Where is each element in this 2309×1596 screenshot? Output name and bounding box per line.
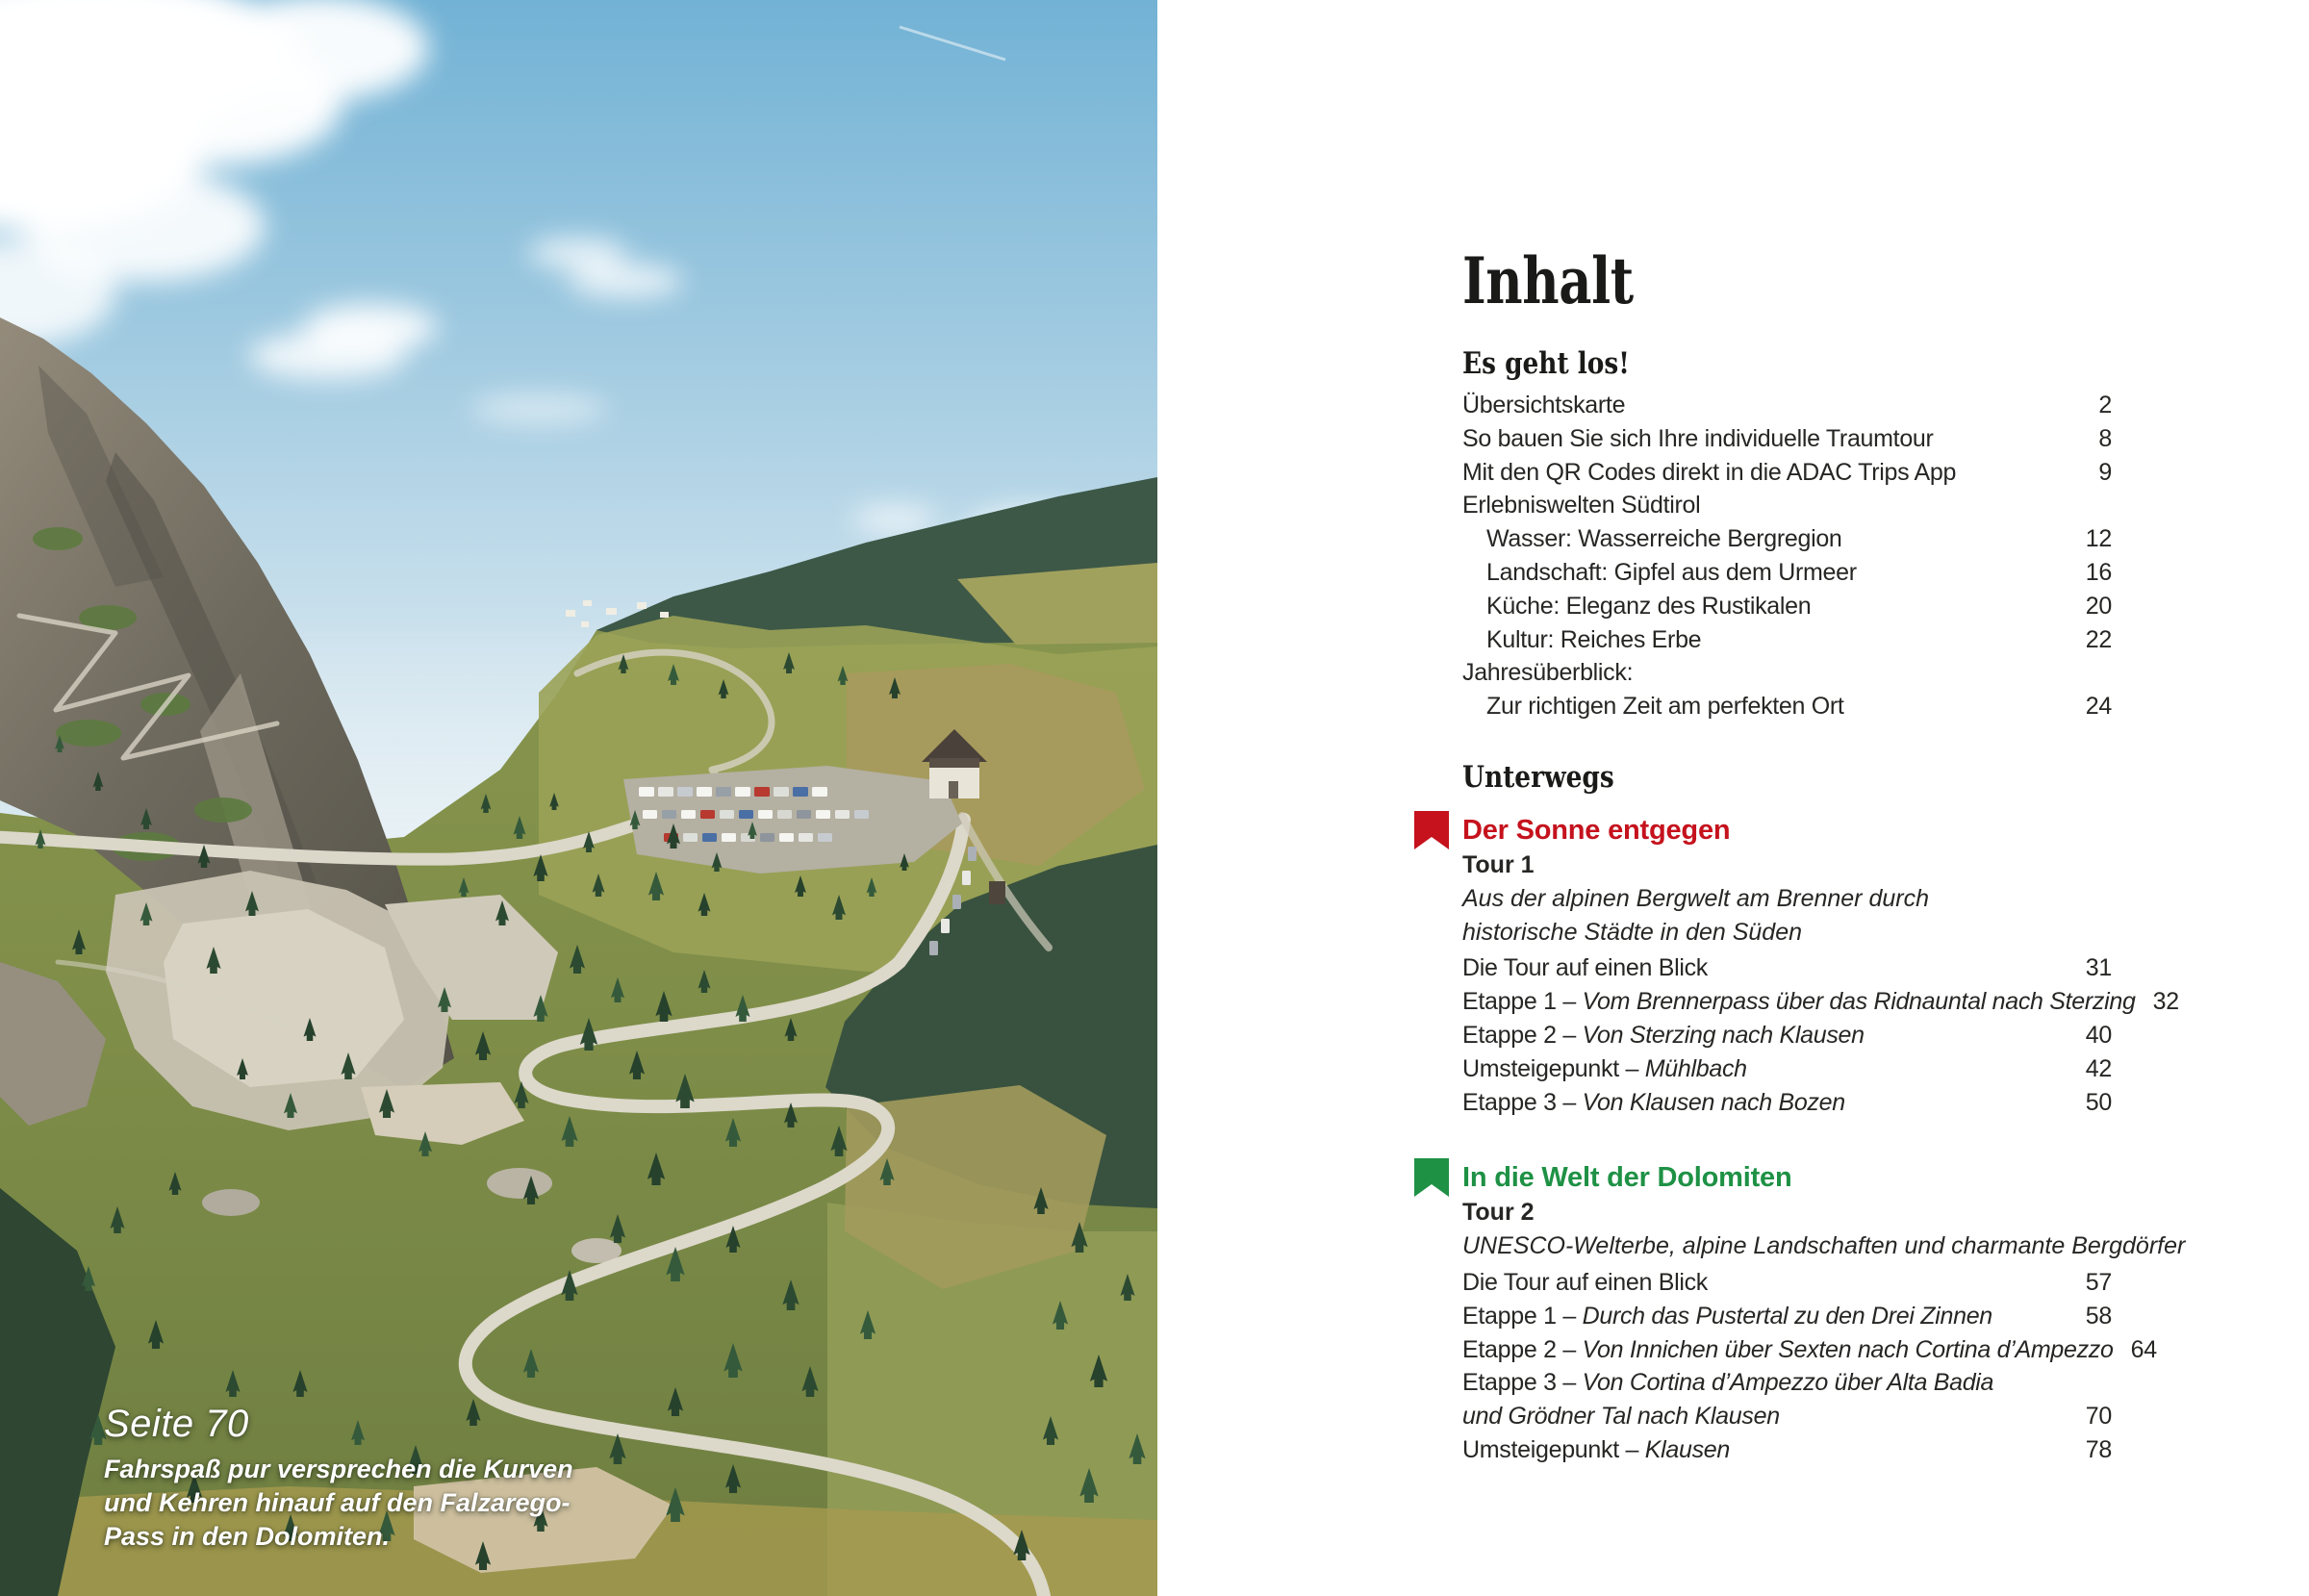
- toc-entry[interactable]: [1462, 1052, 2112, 1086]
- entry-label: Etappe 2 – Von Innichen über Sexten nach Cortina d’Ampezzo: [1462, 1335, 2114, 1363]
- toc-entry[interactable]: [1462, 422, 2112, 456]
- car: [854, 810, 869, 819]
- toc-entry[interactable]: [1462, 1333, 2157, 1367]
- car: [735, 787, 750, 797]
- entry-page-number: 22: [2085, 625, 2112, 653]
- tour-sections: [1462, 812, 2186, 1467]
- car: [643, 810, 657, 819]
- entry-subtitle: Von Klausen nach Bozen: [1582, 1088, 1845, 1116]
- toc-page: [1157, 0, 2309, 1596]
- entry-label: Etappe 3 – Von Klausen nach Bozen: [1462, 1088, 1845, 1116]
- car: [818, 833, 832, 842]
- entry-page-number: 50: [2085, 1088, 2112, 1116]
- car: [720, 810, 734, 819]
- entry-label: Erlebniswelten Südtirol: [1462, 492, 1701, 519]
- section-heading-unterwegs: Unterwegs: [1462, 759, 1614, 795]
- tour-heading: [1462, 812, 2112, 849]
- car: [722, 833, 736, 842]
- cable-hut: [989, 881, 1005, 904]
- entry-label: Wasser: Wasserreiche Bergregion: [1486, 525, 1842, 553]
- bookmark-icon: [1414, 811, 1449, 849]
- tour-section: [1462, 812, 2179, 1119]
- caption-line: Fahrspaß pur versprechen die Kurven: [104, 1455, 573, 1483]
- entry-label: Etappe 3 – Von Cortina d’Ampezzo über Alta Badia: [1462, 1369, 1994, 1397]
- toc-entry[interactable]: [1462, 1019, 2112, 1052]
- entry-page-number: 78: [2085, 1435, 2112, 1463]
- entry-subtitle: Mühlbach: [1644, 1054, 1747, 1082]
- toc-entry[interactable]: [1462, 556, 2112, 590]
- car: [681, 810, 696, 819]
- entry-subtitle: und Grödner Tal nach Klausen: [1462, 1403, 1780, 1431]
- caption-line: und Kehren hinauf auf den Falzarego-: [104, 1488, 571, 1517]
- toc-entry[interactable]: [1462, 1433, 2112, 1467]
- entry-page-number: 24: [2085, 693, 2112, 721]
- entry-label: Umsteigepunkt – Klausen: [1462, 1435, 1730, 1463]
- entry-page-number: 64: [2130, 1335, 2157, 1363]
- car: [799, 833, 813, 842]
- entry-label: Mit den QR Codes direkt in die ADAC Trips App: [1462, 458, 1957, 486]
- entry-label: Die Tour auf einen Blick: [1462, 1268, 1708, 1296]
- toc-entry[interactable]: [1462, 1266, 2112, 1300]
- car: [952, 895, 961, 909]
- entry-page-number: 31: [2085, 954, 2112, 982]
- car: [812, 787, 827, 797]
- entry-subtitle: Von Cortina d’Ampezzo über Alta Badia: [1582, 1369, 1994, 1397]
- entry-label: Kultur: Reiches Erbe: [1486, 625, 1702, 653]
- car: [962, 871, 971, 885]
- entry-label: Etappe 1 – Vom Brennerpass über das Ridnauntal nach Sterzing: [1462, 988, 2136, 1016]
- toc-entry[interactable]: [1462, 489, 2112, 522]
- tour-number: Tour 2: [1462, 1199, 1535, 1227]
- toc-entry[interactable]: [1462, 1086, 2112, 1120]
- car: [941, 919, 950, 933]
- tour-number: Tour 1: [1462, 850, 1535, 878]
- car: [968, 847, 977, 861]
- entry-label: So bauen Sie sich Ihre individuelle Traumtour: [1462, 424, 1934, 452]
- entry-page-number: 8: [2098, 424, 2112, 452]
- entry-page-number: 32: [2152, 988, 2179, 1016]
- entry-label: Etappe 2 – Von Sterzing nach Klausen: [1462, 1021, 1865, 1049]
- tour-subtitle-line: historische Städte in den Süden: [1462, 918, 1803, 946]
- entry-label: Etappe 1 – Durch das Pustertal zu den Drei Zinnen: [1462, 1302, 1992, 1330]
- car: [754, 787, 770, 797]
- car: [662, 810, 676, 819]
- car: [793, 787, 808, 797]
- entry-subtitle: Von Innichen über Sexten nach Cortina d’Ampezzo: [1582, 1335, 2114, 1363]
- toc-entry[interactable]: [1462, 456, 2112, 490]
- tour-title[interactable]: Der Sonne entgegen: [1462, 814, 1731, 846]
- car: [760, 833, 774, 842]
- car: [639, 787, 654, 797]
- car: [697, 787, 712, 797]
- entry-page-number: 12: [2085, 525, 2112, 553]
- entry-page-number: 16: [2085, 558, 2112, 586]
- entry-page-number: 20: [2085, 592, 2112, 620]
- photo-caption-lines: [104, 1453, 573, 1554]
- toc-entry[interactable]: [1462, 1300, 2112, 1333]
- entry-page-number: 2: [2098, 392, 2112, 418]
- toc-entry[interactable]: [1462, 985, 2179, 1019]
- toc-entry[interactable]: [1462, 590, 2112, 623]
- toc-entry[interactable]: [1462, 1366, 2112, 1400]
- entry-subtitle: Vom Brennerpass über das Ridnauntal nach Sterzing: [1582, 988, 2136, 1016]
- car: [739, 810, 753, 819]
- photo-caption: [104, 1403, 573, 1554]
- car: [658, 787, 673, 797]
- car: [835, 810, 850, 819]
- car: [677, 787, 693, 797]
- car: [716, 787, 731, 797]
- section-heading-intro: Es geht los!: [1462, 346, 1630, 381]
- toc-entry[interactable]: [1462, 1400, 2112, 1433]
- tour-subtitle-line: UNESCO-Welterbe, alpine Landschaften und charmante Bergdörfer: [1462, 1232, 2186, 1260]
- tour-entries: [1462, 1266, 2157, 1467]
- car: [929, 941, 938, 955]
- car: [700, 810, 715, 819]
- page-title: Inhalt: [1462, 243, 1634, 318]
- tour-subtitle-line: Aus der alpinen Bergwelt am Brenner durch: [1462, 884, 1929, 912]
- toc-entry[interactable]: [1462, 389, 2112, 422]
- entry-page-number: 57: [2085, 1268, 2112, 1296]
- car: [758, 810, 773, 819]
- toc-entry[interactable]: [1462, 656, 2112, 690]
- tour-title[interactable]: In die Welt der Dolomiten: [1462, 1162, 1792, 1194]
- caption-page-ref: Seite 70: [104, 1403, 249, 1445]
- bookmark-icon: [1414, 1158, 1449, 1197]
- entry-label: Zur richtigen Zeit am perfekten Ort: [1486, 693, 1844, 721]
- entry-page-number: 70: [2085, 1403, 2112, 1431]
- toc-entry[interactable]: [1462, 522, 2112, 556]
- entry-subtitle: Durch das Pustertal zu den Drei Zinnen: [1582, 1302, 1992, 1330]
- entry-page-number: 40: [2085, 1021, 2112, 1049]
- intro-entries: [1462, 389, 2112, 723]
- car: [774, 787, 789, 797]
- tour-section: [1462, 1159, 2186, 1466]
- entry-label: Jahresüberblick:: [1462, 659, 1634, 687]
- car: [816, 810, 830, 819]
- toc-entry[interactable]: [1462, 623, 2112, 657]
- car: [777, 810, 792, 819]
- tour-heading: [1462, 1159, 2112, 1196]
- car: [779, 833, 794, 842]
- entry-label: Küche: Eleganz des Rustikalen: [1486, 592, 1812, 620]
- parking-lot: [623, 766, 962, 874]
- entry-page-number: 58: [2085, 1302, 2112, 1330]
- caption-line: Pass in den Dolomiten.: [104, 1522, 391, 1551]
- entry-label: Übersichtskarte: [1462, 392, 1626, 418]
- entry-label: Die Tour auf einen Blick: [1462, 954, 1708, 982]
- entry-page-number: 9: [2098, 458, 2112, 486]
- entry-label: Landschaft: Gipfel aus dem Urmeer: [1486, 558, 1857, 586]
- car: [683, 833, 698, 842]
- entry-subtitle: Klausen: [1644, 1435, 1730, 1463]
- entry-subtitle: Von Sterzing nach Klausen: [1582, 1021, 1865, 1049]
- entry-page-number: 42: [2085, 1054, 2112, 1082]
- toc-entry[interactable]: [1462, 951, 2112, 985]
- entry-label: Umsteigepunkt – Mühlbach: [1462, 1054, 1747, 1082]
- car: [702, 833, 717, 842]
- car: [797, 810, 811, 819]
- toc-entry[interactable]: [1462, 690, 2112, 723]
- entry-label: [1462, 1400, 1780, 1433]
- tour-entries: [1462, 951, 2179, 1119]
